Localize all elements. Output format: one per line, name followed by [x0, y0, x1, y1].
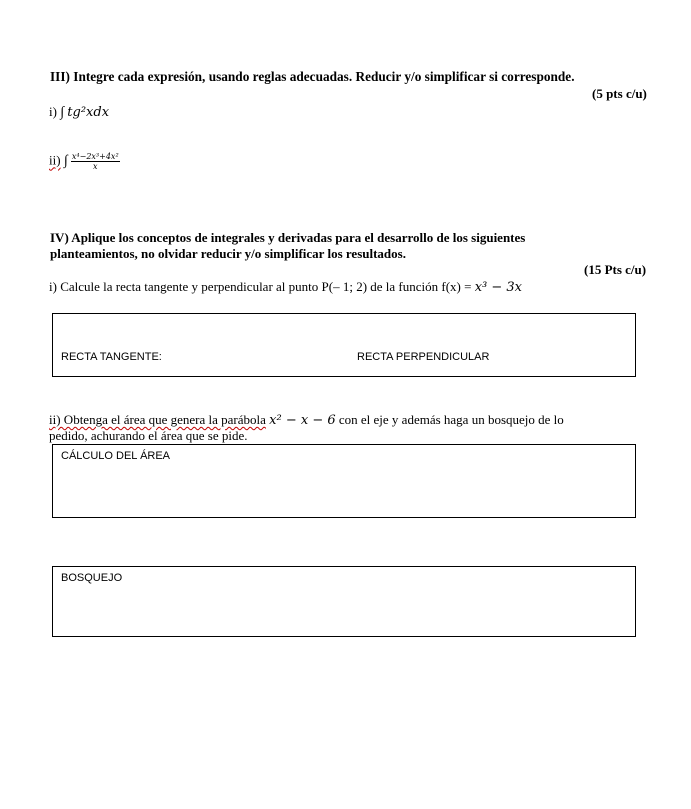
box-label-tangent: RECTA TANGENTE:: [61, 351, 162, 363]
section-4-heading-line2: planteamientos, no olvidar reducir y/o simplificar los resultados.: [50, 246, 406, 261]
answer-box-area[interactable]: [52, 444, 636, 518]
item-4ii-function: x² − x − 6: [269, 413, 336, 428]
integral-sign: ∫: [60, 105, 65, 120]
box-label-area: CÁLCULO DEL ÁREA: [61, 450, 171, 462]
section-4-points: (15 Pts c/u): [584, 262, 647, 277]
fraction-numerator: x⁴−2x³+4x²: [71, 152, 119, 161]
item-3ii-label: ii): [49, 152, 61, 168]
item-3i: [49, 104, 109, 121]
item-4ii-line1: [49, 412, 564, 428]
item-4i-text: i) Calcule la recta tangente y perpendicular al punto P(– 1; 2) de la función f(x) =: [49, 279, 472, 294]
section-4-heading-line1: IV) Aplique los conceptos de integrales y derivadas para el desarrollo de los siguientes: [50, 230, 526, 245]
item-4ii-text-a: ii) Obtenga el área que genera la parábola: [49, 412, 266, 427]
item-4ii-text-b: con el eje y además haga un bosquejo de lo: [338, 412, 564, 427]
item-3i-label: i): [49, 104, 57, 119]
item-3ii: [49, 152, 120, 171]
integral-sign: ∫: [63, 153, 68, 169]
section-3-points: (5 pts c/u): [592, 86, 647, 101]
item-3i-expression: tg²xdx: [67, 105, 110, 120]
answer-box-sketch[interactable]: [52, 566, 636, 637]
item-3ii-fraction: [71, 152, 120, 171]
section-3-heading: III) Integre cada expresión, usando reglas adecuadas. Reducir y/o simplificar si corresponde.: [50, 69, 575, 84]
answer-box-tangent[interactable]: [52, 313, 636, 377]
box-label-perpendicular: RECTA PERPENDICULAR: [357, 351, 490, 363]
box-label-sketch: BOSQUEJO: [61, 572, 123, 584]
item-4ii-line2: pedido, achurando el área que se pide.: [49, 428, 248, 443]
fraction-denominator: x: [93, 162, 98, 171]
item-4i-function: x³ − 3x: [474, 280, 523, 295]
item-4i: [49, 279, 522, 295]
